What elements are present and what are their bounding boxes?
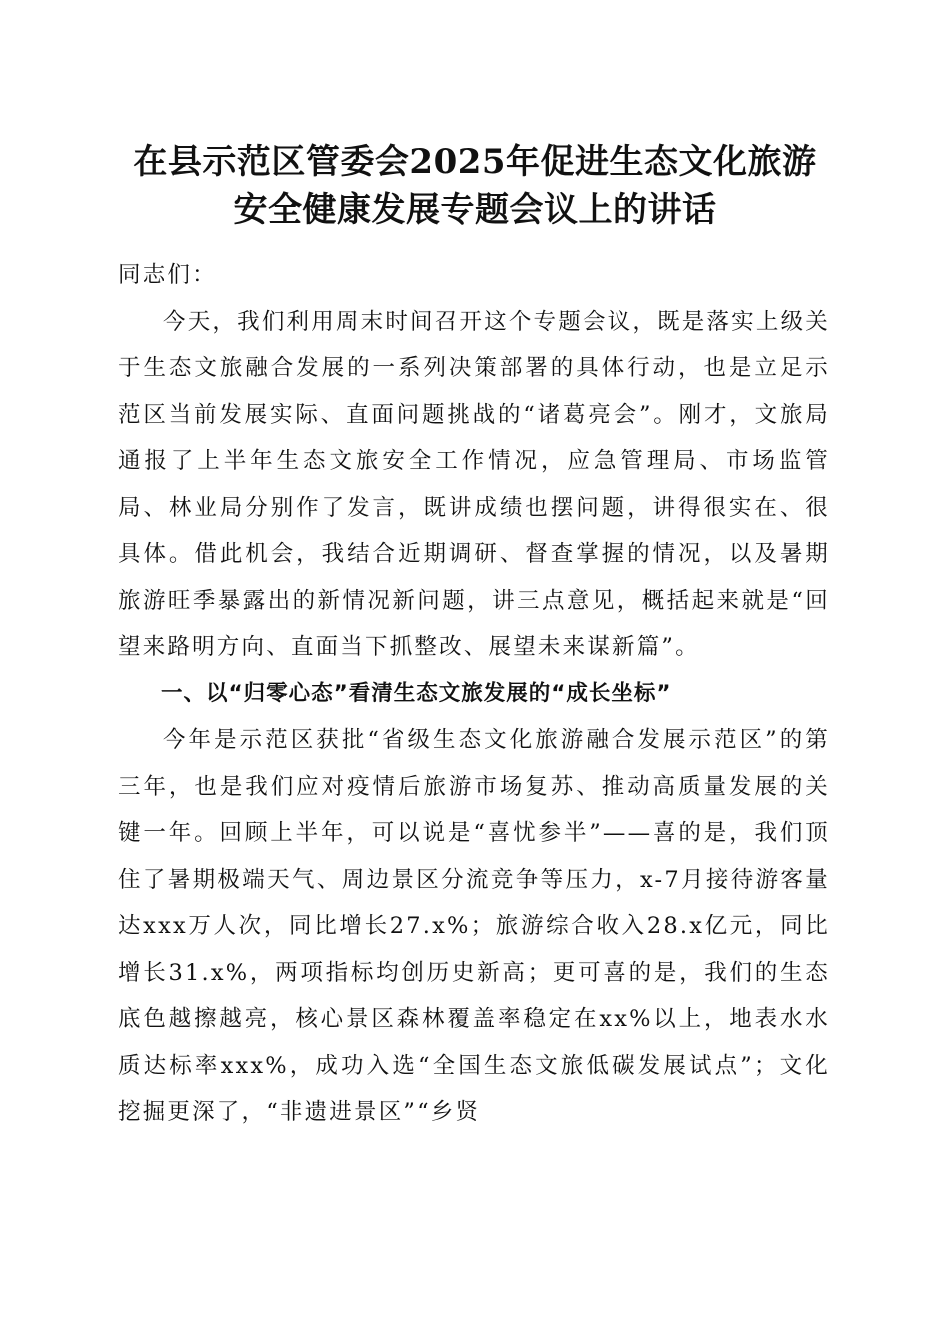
title-line-2: 安全健康发展专题会议上的讲话 xyxy=(233,190,717,230)
document-body xyxy=(118,252,830,1136)
section-heading-1: 一、以“归零心态”看清生态文旅发展的“成长坐标” xyxy=(161,680,672,706)
document-title xyxy=(100,138,850,234)
paragraph-section-1: 今年是示范区获批“省级生态文化旅游融合发展示范区”的第三年，也是我们应对疫情后旅游市场复苏、推动高质量发展的关键一年。回顾上半年，可以说是“喜忧参半”——喜的是，我们顶住了暑期极端天气、周边景区分流竞争等压力，x-7月接待游客量达xxx万人次，同比增长27.x%；旅游综合收入28.x亿元，同比增长31.x%，两项指标均创历史新高；更可喜的是，我们的生态底色越擦越亮，核心景区森林覆盖率稳定在xx%以上，地表水水质达标率xxx%，成功入选“全国生态文旅低碳发展试点”；文化挖掘更深了，“非遗进景区”“乡贤 xyxy=(118,727,830,1125)
title-line-1: 在县示范区管委会2025年促进生态文化旅游 xyxy=(133,142,817,182)
salutation: 同志们： xyxy=(118,262,217,288)
paragraph-intro: 今天，我们利用周末时间召开这个专题会议，既是落实上级关于生态文旅融合发展的一系列决策部署的具体行动，也是立足示范区当前发展实际、直面问题挑战的“诸葛亮会”。刚才，文旅局通报了上半年生态文旅安全工作情况，应急管理局、市场监管局、林业局分别作了发言，既讲成绩也摆问题，讲得很实在、很具体。借此机会，我结合近期调研、督查掌握的情况，以及暑期旅游旺季暴露出的新情况新问题，讲三点意见，概括起来就是“回望来路明方向、直面当下抓整改、展望未来谋新篇”。 xyxy=(118,308,830,660)
